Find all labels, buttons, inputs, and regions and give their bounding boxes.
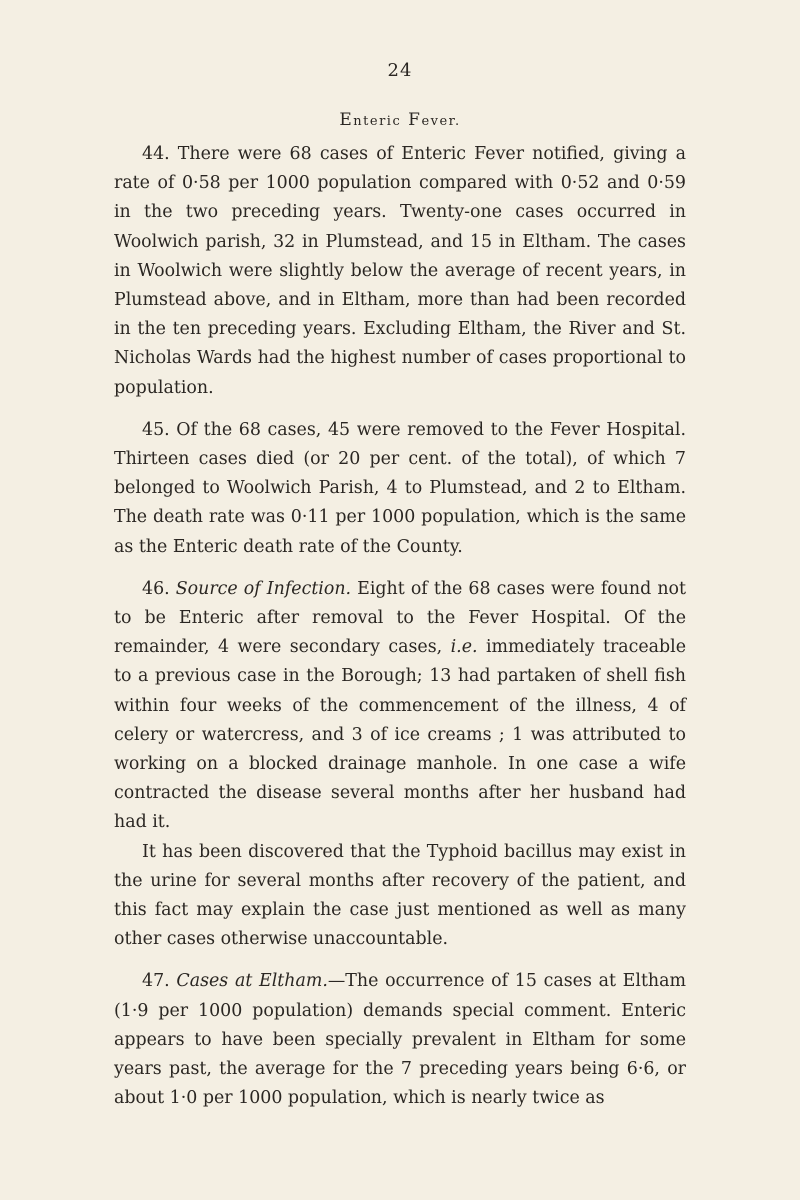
title-rest-ever: ever.	[421, 114, 461, 129]
paragraph-44: 44. There were 68 cases of Enteric Fever notified, giving a rate of 0·58 per 1000 population compared with 0·52 and 0·59 in the two preceding years. Twenty-one cases occurred in Woolwich parish, 32 in Plumstead, and 15 in Eltham. The cases in Woolwich were slightly below the average of recent years, in Plumstead above, and in Eltham, more than had been recorded in the ten preceding years. Excluding Eltham, the River and St. Nicholas Wards had the highest number of cases proportional to population.	[114, 144, 686, 398]
paragraph-47-text: —The occurrence of 15 cases at Eltham (1·9 per 1000 population) demands special comment. Enteric appears to have been specially prevalent in Eltham for some years past, the average for the 7 preceding years being 6·6, or about 1·0 per 1000 population, which is nearly twice as	[114, 971, 686, 1109]
document-body	[114, 140, 686, 1114]
paragraph-46-number: 46.	[142, 578, 170, 599]
page-number: 24	[387, 60, 413, 81]
paragraph-46	[114, 575, 686, 838]
paragraph-46-text-b: immediately traceable to a previous case in the Borough; 13 had partaken of shell fish within four weeks of the commencement of the illness, 4 of celery or watercress, and 3 of ice creams ; 1 was attributed to working on a blocked drainage manhole. In one case a wife contracted the disease several months after her husband had had it.	[114, 637, 687, 833]
paragraph-46-heading: Source of Infection.	[175, 578, 352, 599]
paragraph-47	[114, 967, 686, 1113]
title-rest-nteric: nteric	[353, 114, 402, 129]
paragraph-47-heading: Cases at Eltham.	[176, 971, 328, 992]
title-initial-f: F	[408, 110, 422, 130]
paragraph-46-ie: i.e.	[450, 637, 478, 658]
paragraph-47-number: 47.	[142, 971, 170, 992]
section-title	[0, 110, 800, 130]
paragraph-46-text-a: Eight of the 68 cases were found not to be Enteric after removal to the Fever Hospital. Of the remainder, 4 were secondary cases,	[114, 578, 687, 658]
title-initial-e: E	[339, 110, 354, 130]
paragraph-45: 45. Of the 68 cases, 45 were removed to the Fever Hospital. Thirteen cases died (or 20 per cent. of the total), of which 7 belonged to Woolwich Parish, 4 to Plumstead, and 2 to Eltham. The death rate was 0·11 per 1000 population, which is the same as the Enteric death rate of the County.	[114, 419, 686, 557]
paragraph-46-continuation: It has been discovered that the Typhoid bacillus may exist in the urine for several months after recovery of the patient, and this fact may explain the case just mentioned as well as many other cases otherwise unaccountable.	[114, 841, 686, 950]
